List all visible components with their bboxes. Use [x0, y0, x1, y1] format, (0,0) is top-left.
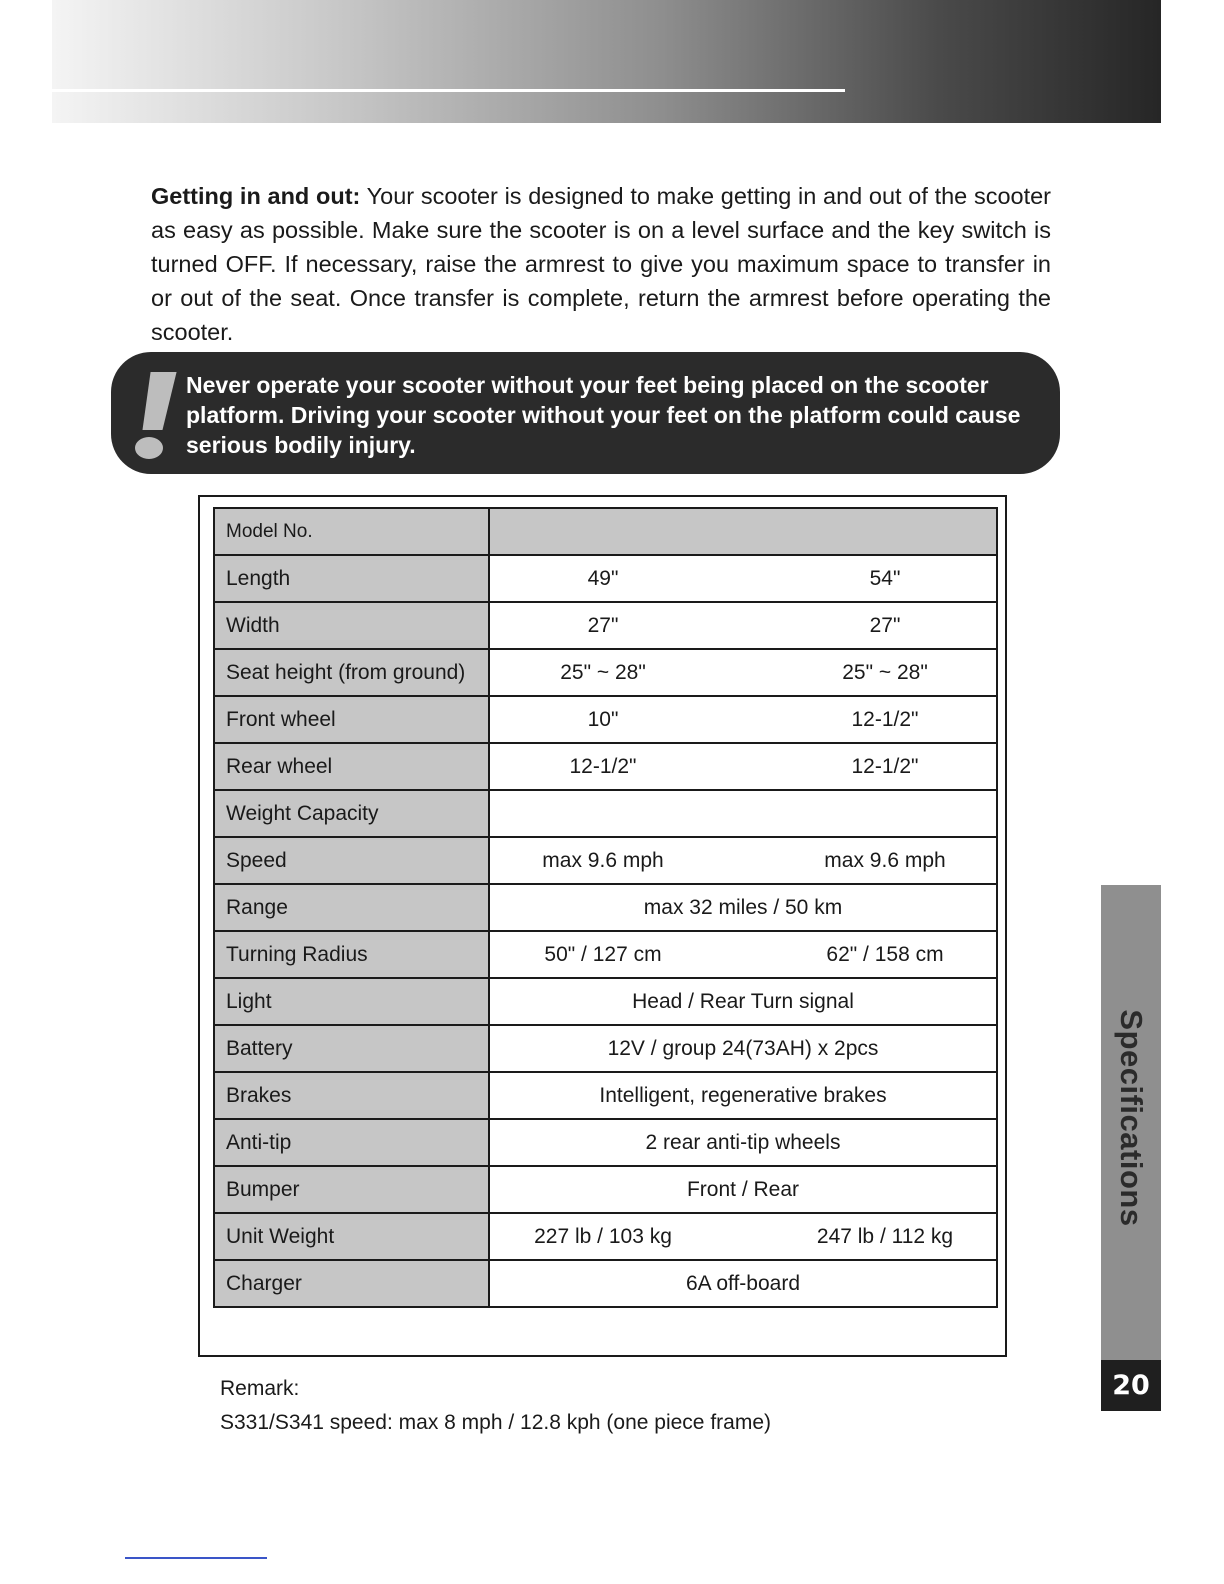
spec-value: Front / Rear	[489, 1166, 997, 1213]
intro-text: Your scooter is designed to make getting in and out of the scooter as easy as possible. Make sure the scooter is on a level surface and the key switch is turned OFF. If necessary, raise the armrest to give you maximum space to transfer in or out of the seat. Once transfer is complete, return the armrest before operating the scooter.	[151, 183, 1052, 345]
spec-value-model-2: 12-1/2"	[851, 754, 919, 778]
exclamation-icon	[129, 368, 189, 462]
spec-value-model-2: max 9.6 mph	[824, 848, 946, 872]
spec-value-model-2: 62" / 158 cm	[826, 942, 944, 966]
spec-value: Intelligent, regenerative brakes	[489, 1072, 997, 1119]
table-row	[214, 1119, 997, 1166]
model-label: Model No.	[214, 508, 489, 555]
spec-value-model-2: 27"	[869, 613, 901, 637]
specs-table	[213, 507, 998, 1308]
table-row	[214, 1072, 997, 1119]
spec-value-pair	[489, 1213, 997, 1260]
table-row	[214, 602, 997, 649]
spec-value: 2 rear anti-tip wheels	[489, 1119, 997, 1166]
spec-value-model-1: 27"	[587, 613, 619, 637]
table-row	[214, 743, 997, 790]
header-band	[52, 0, 1161, 123]
spec-label: Bumper	[214, 1166, 489, 1213]
spec-value-model-2: 25" ~ 28"	[842, 660, 928, 684]
table-row	[214, 1260, 997, 1307]
spec-label: Rear wheel	[214, 743, 489, 790]
spec-value-model-1: 10"	[587, 707, 619, 731]
spec-value-pair	[489, 602, 997, 649]
spec-value-pair	[489, 837, 997, 884]
spec-label: Range	[214, 884, 489, 931]
spec-label: Brakes	[214, 1072, 489, 1119]
spec-value: 12V / group 24(73AH) x 2pcs	[489, 1025, 997, 1072]
spec-label: Speed	[214, 837, 489, 884]
spec-label: Turning Radius	[214, 931, 489, 978]
table-row	[214, 1213, 997, 1260]
spec-label: Light	[214, 978, 489, 1025]
spec-value-model-1: 49"	[587, 566, 619, 590]
spec-value-pair	[489, 555, 997, 602]
page-number: 20	[1101, 1360, 1161, 1411]
spec-value: 6A off-board	[489, 1260, 997, 1307]
spec-value: max 32 miles / 50 km	[489, 884, 997, 931]
spec-label: Length	[214, 555, 489, 602]
table-row	[214, 696, 997, 743]
footer-link-underline	[125, 1557, 267, 1559]
table-row	[214, 884, 997, 931]
spec-value-model-2: 12-1/2"	[851, 707, 919, 731]
table-row	[214, 649, 997, 696]
remark	[220, 1372, 771, 1440]
spec-value: Head / Rear Turn signal	[489, 978, 997, 1025]
spec-label: Unit Weight	[214, 1213, 489, 1260]
spec-value-model-2: 247 lb / 112 kg	[816, 1224, 954, 1248]
side-tab-label: Specifications	[1114, 1009, 1149, 1227]
spec-value-model-1: max 9.6 mph	[542, 848, 664, 872]
table-row	[214, 837, 997, 884]
spec-value-model-1: 25" ~ 28"	[560, 660, 646, 684]
spec-label: Seat height (from ground)	[214, 649, 489, 696]
intro-paragraph	[151, 179, 1051, 349]
spec-value-pair	[489, 743, 997, 790]
header-rule	[52, 89, 845, 92]
spec-label: Width	[214, 602, 489, 649]
table-row	[214, 555, 997, 602]
spec-label: Weight Capacity	[214, 790, 489, 837]
table-row	[214, 978, 997, 1025]
spec-value-pair	[489, 931, 997, 978]
spec-label: Front wheel	[214, 696, 489, 743]
model-value	[489, 508, 997, 555]
warning-box	[111, 352, 1060, 474]
spec-value-pair	[489, 649, 997, 696]
table-row	[214, 1166, 997, 1213]
warning-text: Never operate your scooter without your feet being placed on the scooter platform. Driving your scooter without your feet on the platform could cause serious bodily injury.	[186, 372, 1021, 458]
spec-value-pair	[489, 696, 997, 743]
spec-value-model-1: 227 lb / 103 kg	[534, 1224, 672, 1248]
table-row	[214, 1025, 997, 1072]
remark-title: Remark:	[220, 1377, 300, 1400]
intro-lead: Getting in and out:	[151, 183, 361, 209]
table-row	[214, 931, 997, 978]
spec-value-pair	[489, 790, 997, 837]
table-row-model	[214, 508, 997, 555]
table-row	[214, 790, 997, 837]
spec-value-model-1: 12-1/2"	[569, 754, 637, 778]
spec-label: Battery	[214, 1025, 489, 1072]
spec-value-model-2: 54"	[869, 566, 901, 590]
spec-value-model-1: 50" / 127 cm	[544, 942, 662, 966]
remark-text: S331/S341 speed: max 8 mph / 12.8 kph (one piece frame)	[220, 1411, 771, 1434]
spec-label: Charger	[214, 1260, 489, 1307]
spec-label: Anti-tip	[214, 1119, 489, 1166]
